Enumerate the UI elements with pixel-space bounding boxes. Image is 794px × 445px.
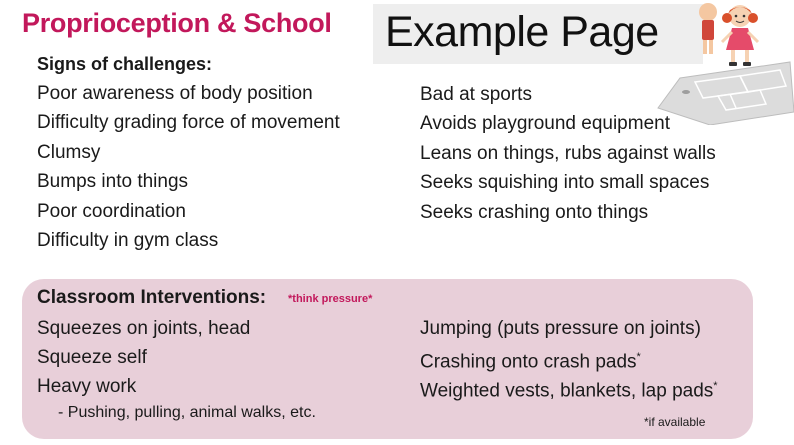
list-item <box>420 343 718 372</box>
example-label: Example Page <box>385 8 659 56</box>
list-item: Leans on things, rubs against walls <box>420 142 716 164</box>
list-item: Avoids playground equipment <box>420 113 670 135</box>
list-item: Heavy work <box>37 376 137 397</box>
interventions-right-list <box>420 314 718 401</box>
list-item: Poor coordination <box>37 200 186 222</box>
signs-right-list <box>420 80 716 227</box>
list-item <box>420 372 718 401</box>
list-item: Bad at sports <box>420 84 532 105</box>
list-item-text: Weighted vests, blankets, lap pads <box>420 380 714 402</box>
signs-heading: Signs of challenges: <box>37 54 213 74</box>
list-item: Difficulty grading force of movement <box>37 112 340 134</box>
list-item: Squeeze self <box>37 347 147 368</box>
page-title: Proprioception & School <box>22 8 332 38</box>
list-item: Clumsy <box>37 141 101 163</box>
list-item: Jumping (puts pressure on joints) <box>420 318 701 339</box>
list-item: Seeks crashing onto things <box>420 201 649 223</box>
footnote: *if available <box>644 415 706 429</box>
list-item: Bumps into things <box>37 171 189 193</box>
list-item: Seeks squishing into small spaces <box>420 172 710 194</box>
interventions-heading: Classroom Interventions: <box>37 287 267 308</box>
signs-left-list <box>37 79 340 255</box>
interventions-sub-item: - Pushing, pulling, animal walks, etc. <box>58 404 316 421</box>
list-item: Squeezes on joints, head <box>37 318 251 339</box>
list-item: Poor awareness of body position <box>37 83 313 104</box>
interventions-left-list <box>37 314 250 401</box>
list-item-text: Crashing onto crash pads <box>420 351 637 373</box>
interventions-note: *think pressure* <box>288 293 373 305</box>
asterisk: * <box>636 351 641 363</box>
asterisk: * <box>713 380 718 392</box>
list-item: Difficulty in gym class <box>37 229 219 251</box>
